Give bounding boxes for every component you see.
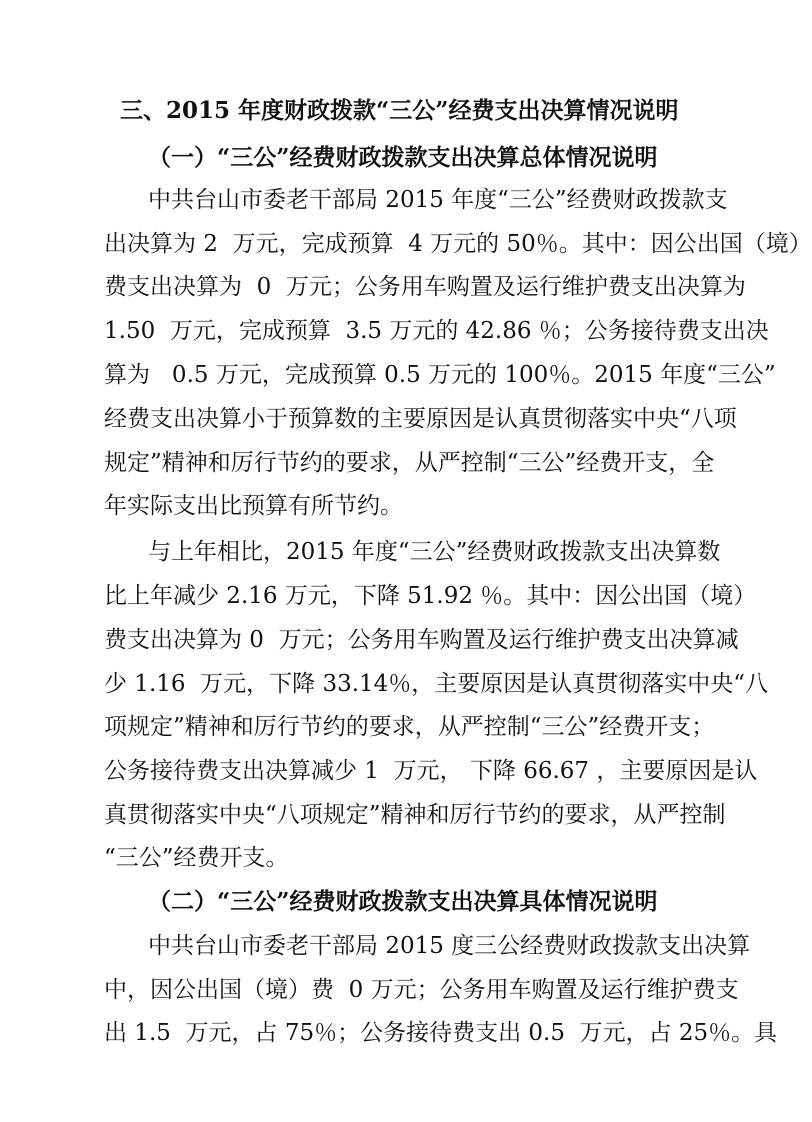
paragraph-line: 少 1.16 万元，下降 33.14％，主要原因是认真贯彻落实中央“八 [104,671,769,697]
paragraph-line: 中共台山市委老干部局 2015 度三公经费财政拨款支出决算 [148,933,751,959]
subsection2-title: （二）“三公”经费财政拨款支出决算具体情况说明 [148,888,658,915]
subsection1-title: （一）“三公”经费财政拨款支出决算总体情况说明 [148,144,658,171]
paragraph-line: 中，因公出国（境）费 0 万元；公务用车购置及运行维护费支 [104,977,739,1003]
paragraph-line: 规定”精神和厉行节约的要求，从严控制“三公”经费开支，全 [104,450,715,476]
paragraph-line: 与上年相比，2015 年度“三公”经费财政拨款支出决算数 [148,539,721,565]
paragraph-line: 1.50 万元，完成预算 3.5 万元的 42.86 ％；公务接待费支出决 [104,318,769,344]
paragraph-line: 费支出决算为 0 万元；公务用车购置及运行维护费支出决算为 [104,274,746,300]
paragraph-line: 出 1.5 万元，占 75％；公务接待费支出 0.5 万元，占 25％。具 [104,1020,778,1046]
paragraph-line: 中共台山市委老干部局 2015 年度“三公”经费财政拨款支 [148,187,728,213]
paragraph-line: “三公”经费开支。 [104,845,289,871]
paragraph-line: 费支出决算为 0 万元；公务用车购置及运行维护费支出决算减 [104,627,739,653]
paragraph-line: 公务接待费支出决算减少 1 万元， 下降 66.67 ，主要原因是认 [104,758,758,784]
paragraph-line: 出决算为 2 万元，完成预算 4 万元的 50％。其中：因公出国（境） [104,231,812,257]
paragraph-line: 真贯彻落实中央“八项规定”精神和厉行节约的要求，从严控制 [104,802,726,828]
paragraph-line: 年实际支出比预算有所节约。 [104,493,403,519]
paragraph-line: 算为 0.5 万元，完成预算 0.5 万元的 100％。2015 年度“三公” [104,362,776,388]
section-title: 三、2015 年度财政拨款“三公”经费支出决算情况说明 [120,97,679,124]
paragraph-line: 比上年减少 2.16 万元，下降 51.92 ％。其中：因公出国（境） [104,583,757,609]
paragraph-line: 经费支出决算小于预算数的主要原因是认真贯彻落实中央“八项 [104,406,737,432]
paragraph-line: 项规定”精神和厉行节约的要求，从严控制“三公”经费开支； [104,714,715,740]
